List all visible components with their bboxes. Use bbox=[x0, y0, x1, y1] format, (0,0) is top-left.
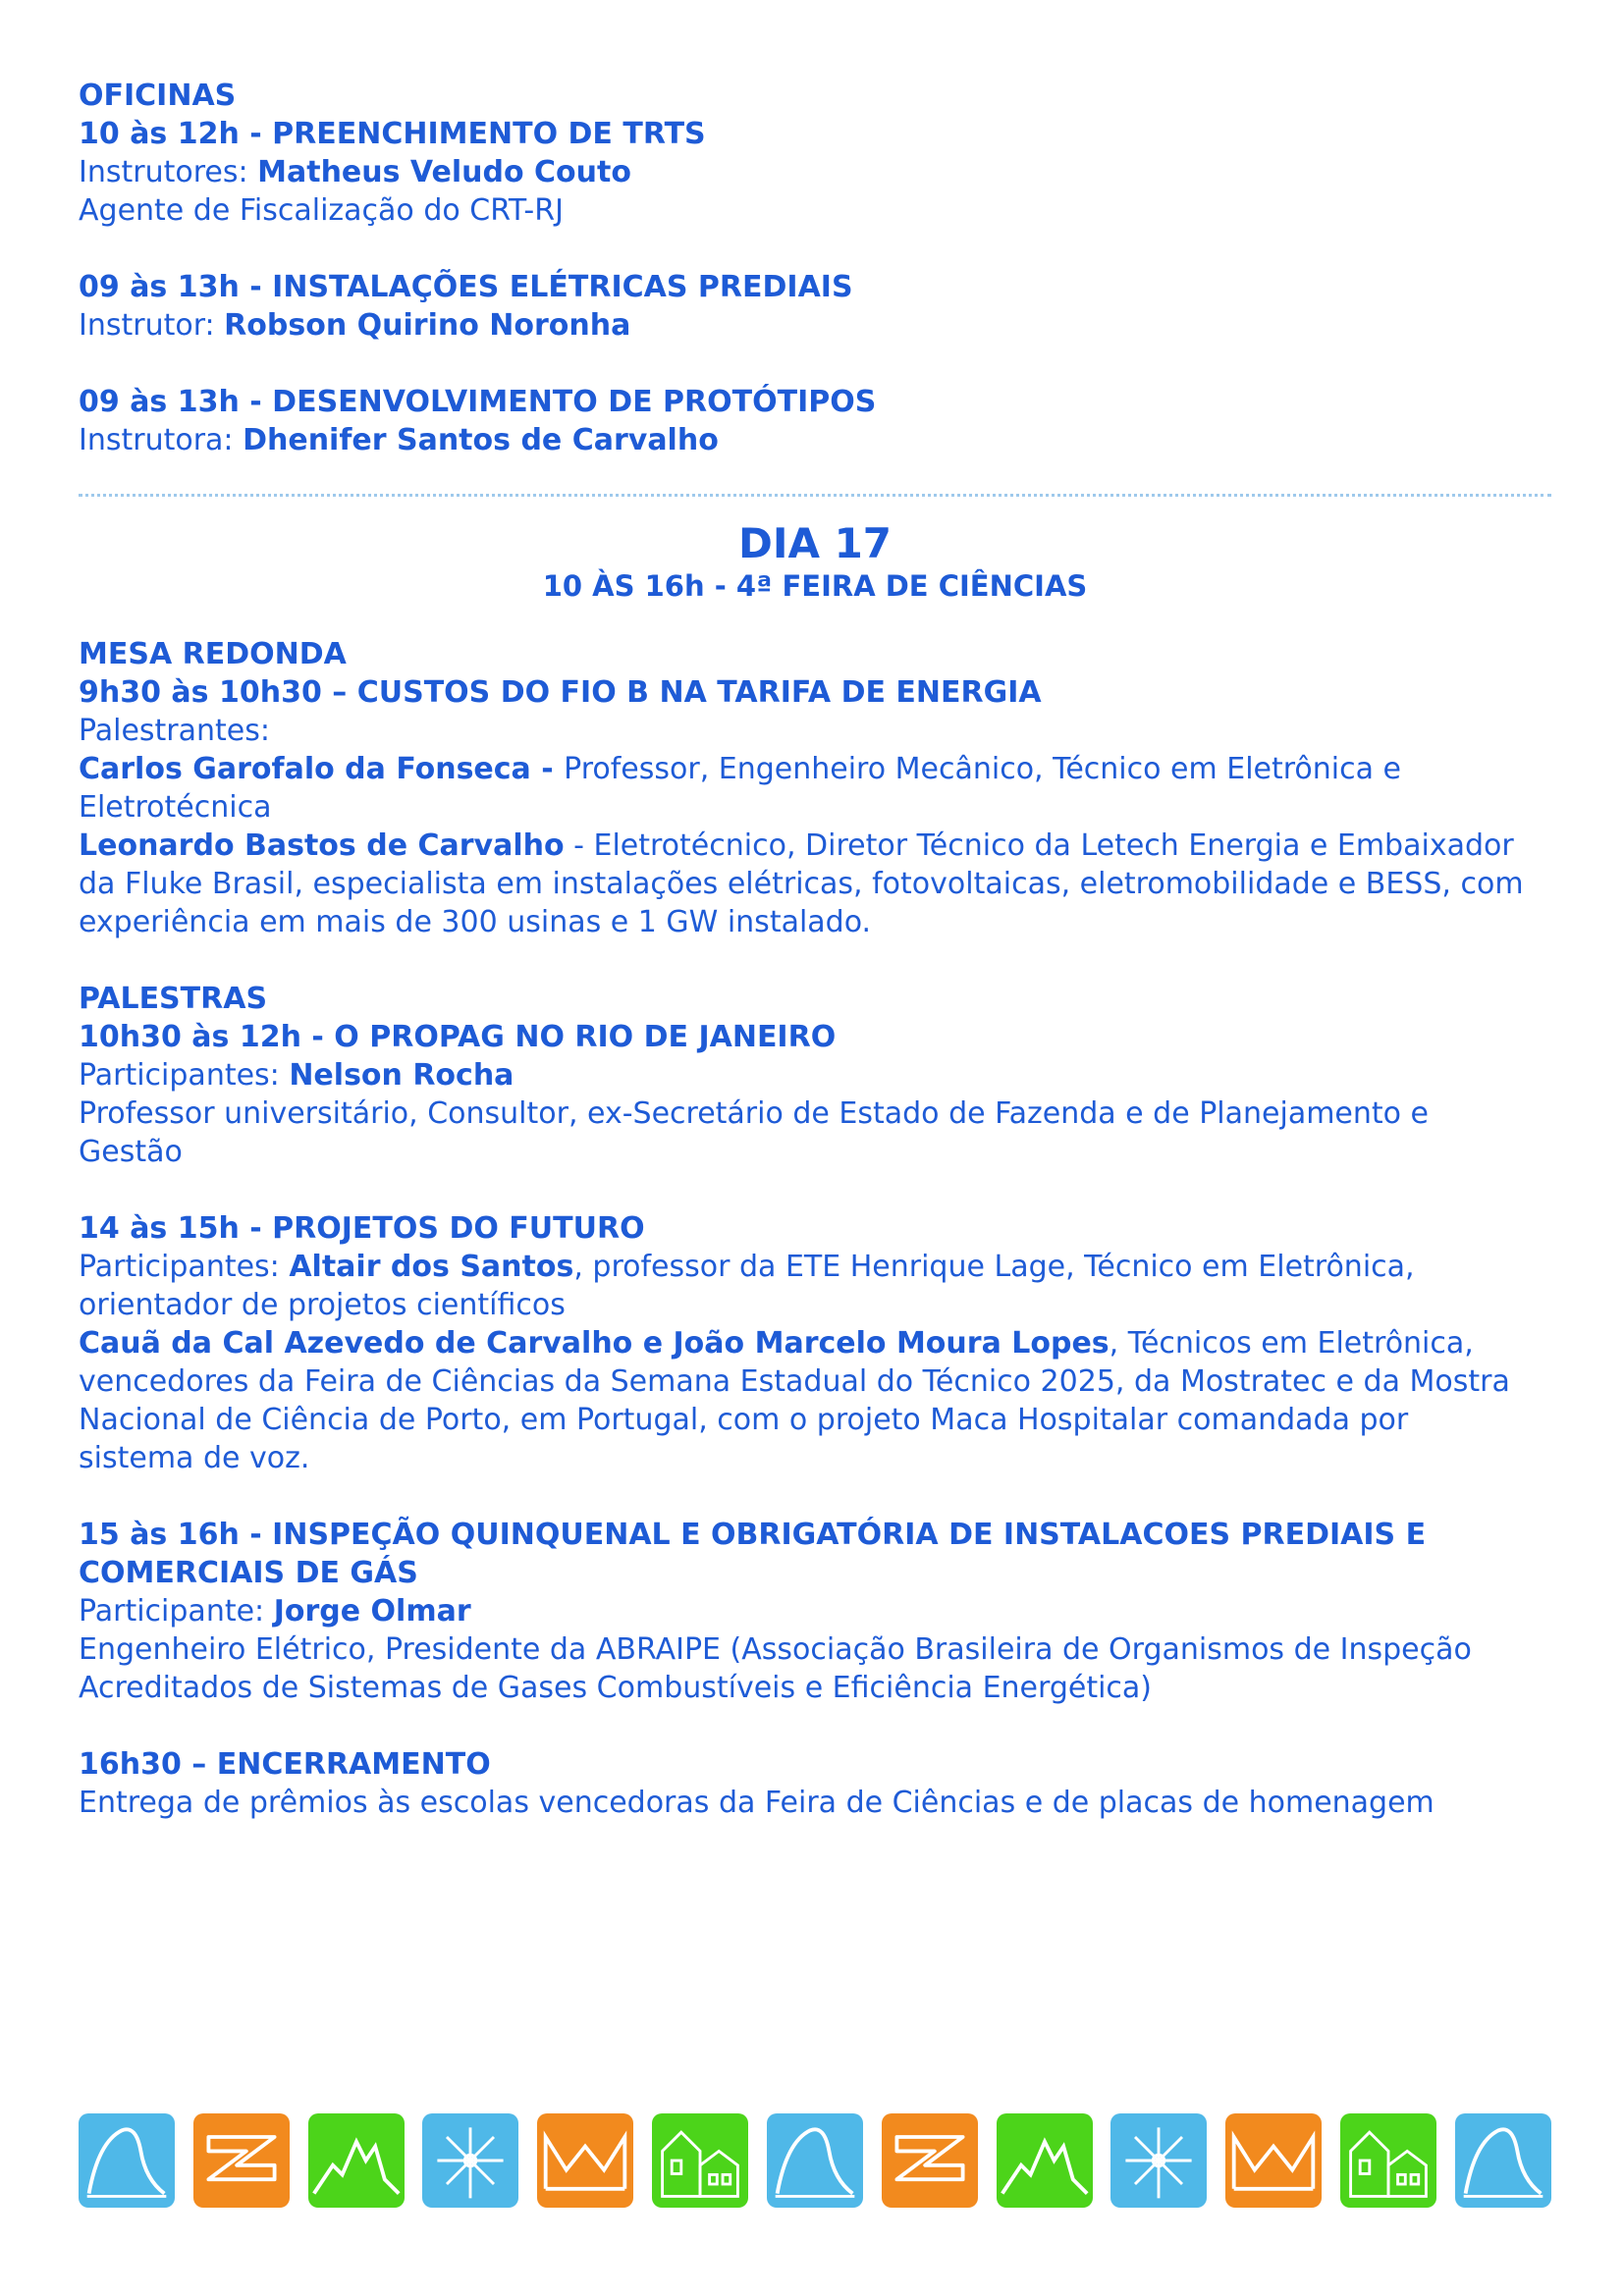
palestra-3-title-1: 15 às 16h - INSPEÇÃO QUINQUENAL E OBRIGATÓRIA DE INSTALACOES PREDIAIS E bbox=[79, 1518, 1427, 1552]
palestras-heading: PALESTRAS bbox=[79, 982, 268, 1016]
palestra-2-label: Participantes: bbox=[79, 1250, 290, 1284]
oficina-3-instructor bbox=[79, 421, 1551, 459]
palestra-1-participants bbox=[79, 1056, 1551, 1095]
mountains-icon bbox=[308, 2113, 405, 2208]
houses-icon bbox=[652, 2113, 748, 2208]
speaker-2-name: Leonardo Bastos de Carvalho bbox=[79, 828, 565, 863]
mesa-label: Palestrantes: bbox=[79, 714, 270, 748]
palestra-2-desc: , professor da ETE Henrique Lage, Técnico em Eletrônica, bbox=[573, 1250, 1415, 1284]
palestra-2-participants-2 bbox=[79, 1324, 1551, 1362]
day-subtitle: 10 ÀS 16h - 4ª FEIRA DE CIÊNCIAS bbox=[542, 569, 1088, 603]
palestra-2-desc2: , Técnicos em Eletrônica, bbox=[1109, 1326, 1474, 1361]
sugarloaf-icon bbox=[767, 2113, 863, 2208]
palestra-2-desc-2: orientador de projetos científicos bbox=[79, 1288, 566, 1322]
wing-icon bbox=[193, 2113, 290, 2208]
dotted-divider bbox=[79, 494, 1551, 497]
palestra-1-desc-1: Professor universitário, Consultor, ex-Secretário de Estado de Fazenda e de Planejamento e bbox=[79, 1096, 1430, 1131]
palestra-2-desc2-2: vencedores da Feira de Ciências da Semana Estadual do Técnico 2025, da Mostratec e da Mostra bbox=[79, 1364, 1510, 1399]
speaker-1 bbox=[79, 750, 1551, 788]
sugarloaf-icon bbox=[1455, 2113, 1551, 2208]
windmill-icon bbox=[422, 2113, 518, 2208]
houses-icon bbox=[1340, 2113, 1436, 2208]
palestra-2-title: 14 às 15h - PROJETOS DO FUTURO bbox=[79, 1211, 645, 1246]
page-content bbox=[79, 77, 1551, 1822]
oficina-2-label: Instrutor: bbox=[79, 308, 225, 343]
oficina-1-label: Instrutores: bbox=[79, 155, 258, 189]
palestra-1-name: Nelson Rocha bbox=[289, 1058, 514, 1093]
speaker-2-desc-2: da Fluke Brasil, especialista em instalações elétricas, fotovoltaicas, eletromobilidade e BESS, com bbox=[79, 867, 1524, 901]
palestra-3-name: Jorge Olmar bbox=[273, 1594, 471, 1629]
oficina-1-title: 10 às 12h - PREENCHIMENTO DE TRTS bbox=[79, 117, 706, 151]
oficina-1-name: Matheus Veludo Couto bbox=[257, 155, 631, 189]
bridge-icon bbox=[1225, 2113, 1322, 2208]
palestra-2-name-2: Cauã da Cal Azevedo de Carvalho e João Marcelo Moura Lopes bbox=[79, 1326, 1110, 1361]
palestra-3-participant bbox=[79, 1592, 1551, 1630]
oficina-3-name: Dhenifer Santos de Carvalho bbox=[243, 423, 719, 457]
oficina-2-title: 09 às 13h - INSTALAÇÕES ELÉTRICAS PREDIAIS bbox=[79, 270, 853, 304]
encerramento-title: 16h30 – ENCERRAMENTO bbox=[79, 1747, 491, 1782]
wing-icon bbox=[882, 2113, 978, 2208]
oficina-2-name: Robson Quirino Noronha bbox=[224, 308, 631, 343]
mountains-icon bbox=[997, 2113, 1093, 2208]
bridge-icon bbox=[537, 2113, 633, 2208]
palestra-2-desc2-4: sistema de voz. bbox=[79, 1441, 310, 1475]
palestra-2-participants bbox=[79, 1248, 1551, 1286]
encerramento-desc: Entrega de prêmios às escolas vencedoras da Feira de Ciências e de placas de homenagem bbox=[79, 1786, 1435, 1820]
oficina-2-instructor bbox=[79, 306, 1551, 345]
speaker-1-desc: Professor, Engenheiro Mecânico, Técnico em Eletrônica e bbox=[564, 752, 1402, 786]
palestra-2-name: Altair dos Santos bbox=[289, 1250, 574, 1284]
palestra-1-desc-2: Gestão bbox=[79, 1135, 183, 1169]
palestra-3-title-2: COMERCIAIS DE GÁS bbox=[79, 1556, 418, 1590]
oficinas-heading: OFICINAS bbox=[79, 79, 237, 113]
oficina-1-desc: Agente de Fiscalização do CRT-RJ bbox=[79, 193, 564, 228]
palestra-3-label: Participante: bbox=[79, 1594, 274, 1629]
palestra-1-title: 10h30 às 12h - O PROPAG NO RIO DE JANEIRO bbox=[79, 1020, 837, 1054]
mesa-heading: MESA REDONDA bbox=[79, 637, 347, 671]
oficina-3-title: 09 às 13h - DESENVOLVIMENTO DE PROTÓTIPOS bbox=[79, 385, 877, 419]
palestra-2-desc2-3: Nacional de Ciência de Porto, em Portugal, com o projeto Maca Hospitalar comandada por bbox=[79, 1403, 1409, 1437]
palestra-1-label: Participantes: bbox=[79, 1058, 290, 1093]
palestra-3-desc-2: Acreditados de Sistemas de Gases Combustíveis e Eficiência Energética) bbox=[79, 1671, 1152, 1705]
footer-icon-strip bbox=[79, 2113, 1551, 2208]
windmill-icon bbox=[1110, 2113, 1207, 2208]
day-title: DIA 17 bbox=[737, 519, 893, 567]
speaker-1-name: Carlos Garofalo da Fonseca - bbox=[79, 752, 565, 786]
speaker-2-desc: - Eletrotécnico, Diretor Técnico da Letech Energia e Embaixador bbox=[564, 828, 1514, 863]
palestra-3-desc-1: Engenheiro Elétrico, Presidente da ABRAIPE (Associação Brasileira de Organismos de Inspeção bbox=[79, 1632, 1472, 1667]
speaker-2 bbox=[79, 827, 1551, 865]
sugarloaf-icon bbox=[79, 2113, 175, 2208]
speaker-2-desc-3: experiência em mais de 300 usinas e 1 GW instalado. bbox=[79, 905, 872, 939]
mesa-title: 9h30 às 10h30 – CUSTOS DO FIO B NA TARIFA DE ENERGIA bbox=[79, 675, 1042, 710]
oficina-3-label: Instrutora: bbox=[79, 423, 244, 457]
speaker-1-desc-2: Eletrotécnica bbox=[79, 790, 272, 825]
oficina-1-instructors bbox=[79, 153, 1551, 191]
